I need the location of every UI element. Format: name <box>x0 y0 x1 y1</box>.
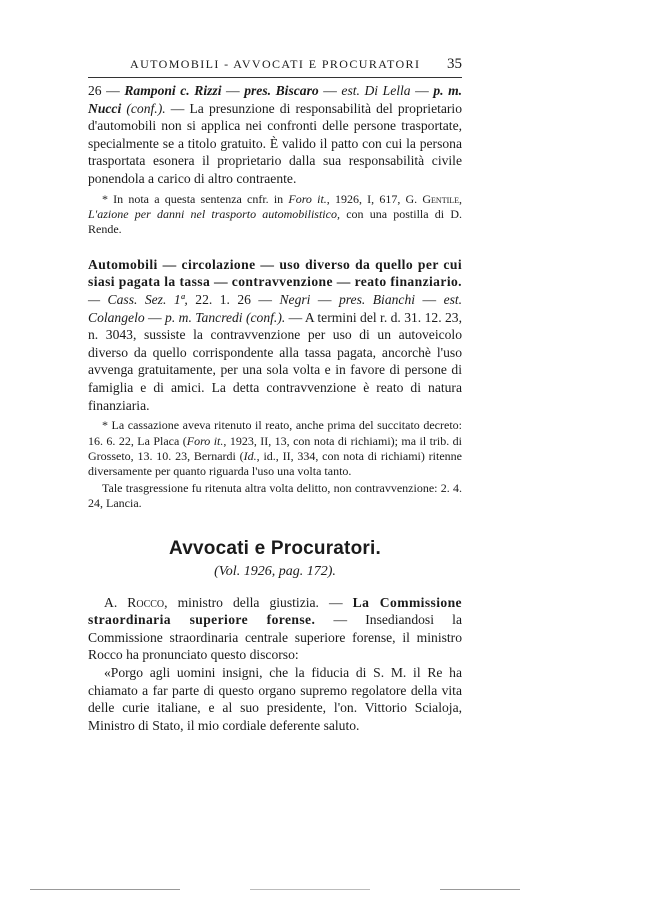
entry-1-est: Di Lella <box>364 83 411 98</box>
entry-2-pm-label: p. m. <box>165 309 192 325</box>
entry-1-body: La presunzione di responsabilità del proprietario d'automobili non si applica nei confronti delle persone trasportate, specialmente se a titolo gratuito. È valido il patto con cui la persona trasportata esonera il proprietario dalla sua responsabilità civile ponendola a carico di altro contraente. <box>88 100 463 186</box>
entry-1-pres-label: pres. <box>244 83 272 98</box>
entry-1-note <box>88 192 462 238</box>
entry-1-parties: Ramponi c. Rizzi <box>124 83 222 98</box>
entry-1-pm: Nucci <box>88 100 122 116</box>
entry-2-note-1 <box>88 418 462 480</box>
entry-2-note-1-b: , 1923, II, 13, con nota di richiami); ma il trib. di Grosseto, 13. 10. 23, Bernardi ( <box>88 433 462 463</box>
entry-2-note-1-c: , id., II, 334, con nota di richiami) ritenne diversamente per quanto riguarda l'uso una volta tanto. <box>88 448 463 479</box>
entry-3-body: — Insediandosi la Commissione straordinaria centrale superiore forense, il ministro Rocco ha pronunciato questo discorso: <box>88 612 462 663</box>
bottom-rule-middle <box>250 889 370 890</box>
entry-2-note-1-id: Id. <box>243 448 257 463</box>
entry-1-note-tail: con una postilla di D. Rende. <box>88 206 463 237</box>
entry-2-est: Colangelo <box>88 309 145 325</box>
entry-2-conf: (conf.). <box>246 309 286 325</box>
section-subtitle: (Vol. 1926, pag. 172). <box>214 563 336 579</box>
section-title: Avvocati e Procuratori. <box>169 537 381 559</box>
entry-2-body: — A termini del r. d. 31. 12. 23, n. 3043, sussiste la contravvenzione per uso di un autoveicolo diverso da quello corrispondente alla tassa pagata, ancorchè l'uso avvenga gratuitamente, per una sola volta e in favore di persone di famiglia e di amici. La detta contravvenzione è reato di natura finanziaria. <box>88 309 462 413</box>
entry-3-quote: «Porgo agli uomini insigni, che la fiducia di S. M. il Re ha chiamato a far parte di questo organo supremo regolatore della vita delle curie italiane, e al suo presidente, l'on. Vittorio Scialoja, Ministro di Stato, il mio cordiale deferente saluto. <box>88 664 462 733</box>
document-page <box>88 56 462 734</box>
bottom-rule-right <box>440 889 520 890</box>
entry-1-conf: (conf.). <box>126 100 166 116</box>
entry-1-note-title: L'azione per danni nel trasporto automobilistico, <box>88 206 340 221</box>
entry-2-heading: Automobili — circolazione — uso diverso da quello per cui siasi pagata la tassa — contravvenzione — reato finanziario. <box>88 256 462 290</box>
entry-1-note-ref: , 1926, I, 617, <box>326 191 401 206</box>
entry-1-text: 26 — Ramponi c. Rizzi — pres. Biscaro — est. Di Lella — p. m. Nucci (conf.). — La presunzione di responsabilità del proprietario d'automobili non si applica nei confronti delle persone trasportate, specialmente se a titolo gratuito. È valido il patto con cui la persona trasportata esonera il proprietario dalla sua responsabilità civile ponendola a carico di altro contraente. <box>88 83 463 186</box>
entry-3-role: ministro della giustizia. — <box>177 594 343 610</box>
entry-1-note-journal: Foro it. <box>288 191 327 206</box>
page-number: 35 <box>447 56 462 72</box>
entry-1-note-lead: * In nota a questa sentenza cnfr. in <box>102 191 284 206</box>
entry-2-note-2: Tale trasgressione fu ritenuta altra volta delitto, non contravvenzione: 2. 4. 24, Lancia. <box>88 480 462 511</box>
entry-2-text: Automobili — circolazione — uso diverso da quello per cui siasi pagata la tassa — contravvenzione — reato finanziario. — Cass. Sez. 1ª, 22. 1. 26 — Negri — pres. Bianchi — est. Colangelo — p. m. Tancredi (conf.). — A termini del r. d. 31. 12. 23, n. 3043, sussiste la contravvenzione per uso di un autoveicolo diverso da quello corrispondente alla tassa pagata, ancorchè l'uso avvenga gratuitamente, per una sola volta e in favore di persone di famiglia e di amici. La detta contravvenzione è reato di natura finanziaria. <box>88 256 463 413</box>
entry-2-pres: Bianchi <box>372 291 416 307</box>
running-header <box>88 56 462 78</box>
bottom-rule-left <box>30 889 180 890</box>
entry-3-heading: La Commissione straordinaria superiore forense. <box>88 594 462 628</box>
entry-1-note-author: G. Gentile, <box>405 191 463 206</box>
entry-2-section: 1ª, <box>173 291 188 307</box>
entry-2-parties: Negri <box>279 291 311 307</box>
entry-2-court: — Cass. Sez. <box>88 291 167 307</box>
entry-2-note-1-journal: Foro it. <box>186 433 224 448</box>
running-title: AUTOMOBILI - AVVOCATI E PROCURATORI <box>130 57 421 71</box>
entry-2-pm: Tancredi <box>195 309 243 325</box>
entry-1-pm-label: p. m. <box>433 83 463 98</box>
entry-2-date: 22. 1. 26 <box>195 291 251 307</box>
entry-1-pres: Biscaro <box>275 83 319 98</box>
entry-2-est-label: est. <box>443 291 463 307</box>
entry-1-est-label: est. <box>341 83 360 98</box>
entry-2-pres-label: pres. <box>338 291 366 307</box>
entry-2-note-1-a: * La cassazione aveva ritenuto il reato, anche prima del succitato decreto: 16. 6. 22, La Placa ( <box>88 418 462 448</box>
entry-3-author: A. Rocco, <box>104 594 168 610</box>
entry-1-ref: 26 — <box>88 83 120 98</box>
entry-3-text <box>88 594 462 664</box>
